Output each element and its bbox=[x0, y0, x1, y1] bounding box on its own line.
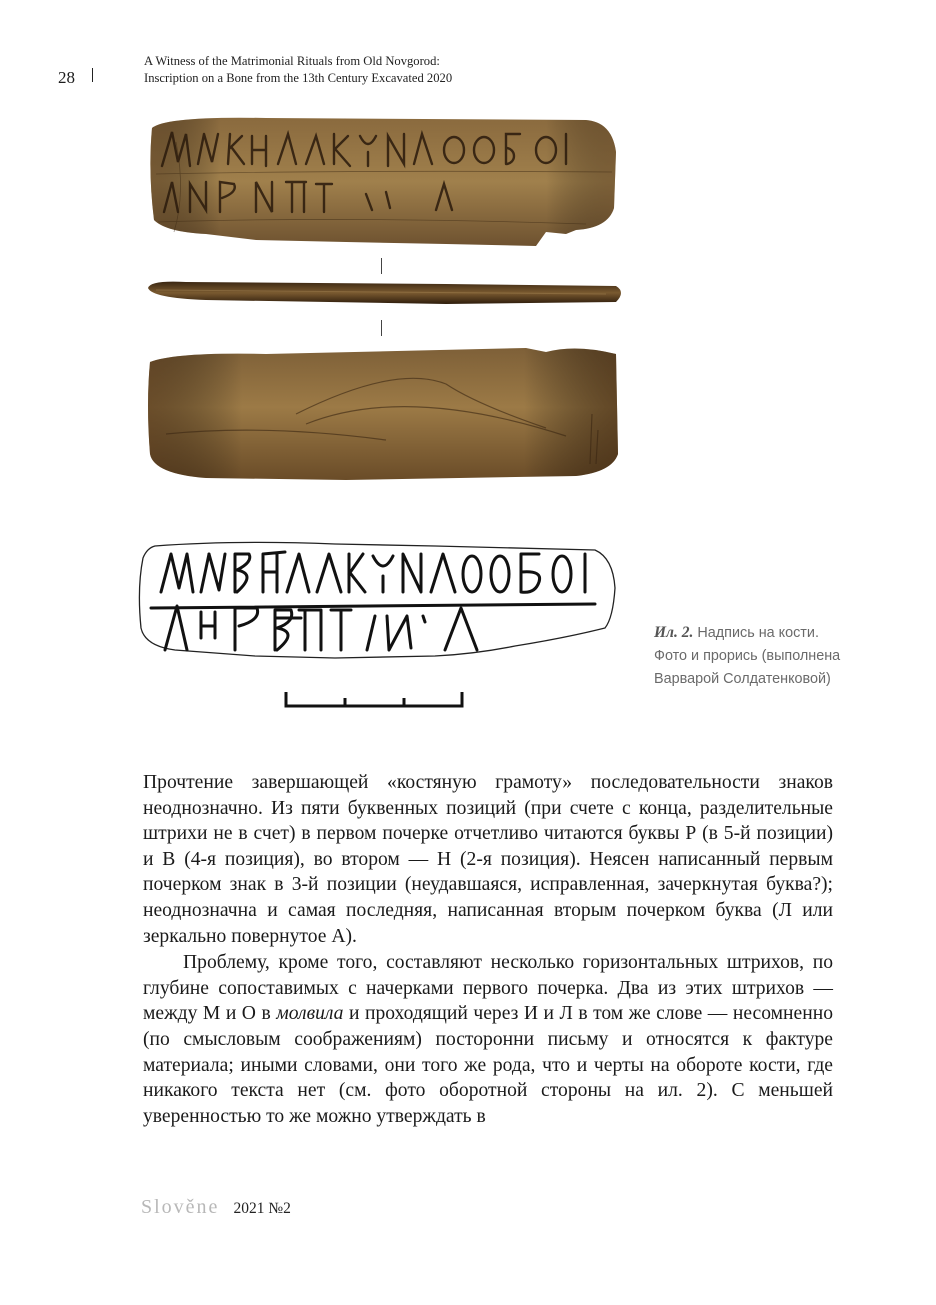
figure-caption-text: Надпись на кости. Фото и прорись (выполнена Варварой Солдатенковой) bbox=[654, 625, 841, 687]
footer-issue: 2021 №2 bbox=[233, 1200, 291, 1217]
running-head bbox=[144, 53, 452, 87]
running-head-line1: A Witness of the Matrimonial Rituals from Old Novgorod: bbox=[144, 54, 440, 68]
bone-photo-edge bbox=[146, 276, 626, 308]
page-number-separator bbox=[92, 68, 93, 82]
footer bbox=[141, 1196, 291, 1219]
paragraph-text: Проблему, кроме того, составляют несколько горизонтальных штрихов, по глубине сопоставимых с начерками первого почерка. Два из этих штрихов — между М и О в bbox=[143, 952, 833, 1025]
scale-bar bbox=[282, 690, 468, 710]
running-head-line2: Inscription on a Bone from the 13th Century Excavated 2020 bbox=[144, 71, 453, 85]
paragraph-text: и проходящий через И и Л в том же слове — несомненно (по смысловым соображениям) посторонни письму и относятся к фактуре материала; иными словами, они того же рода, что и черты на обороте кости, где никакого текста нет (см. фото оборотной стороны на ил. 2). С меньшей уверенностью то же можно утверждать в bbox=[143, 1003, 834, 1127]
figure-caption-label: Ил. 2. bbox=[654, 624, 694, 641]
figure-caption bbox=[654, 621, 854, 691]
footer-journal-title: Slověne bbox=[141, 1196, 220, 1218]
page-number: 28 bbox=[58, 68, 75, 87]
paragraph: Прочтение завершающей «костяную грамоту» последовательности знаков неоднозначно. Из пяти буквенных позиций (при счете с конца, разделительные штрихи не в счет) в первом почерке отчетливо читаются буквы Р (в 5-й позиции) и В (4-я позиция), во втором — Н (2-я позиция). Неясен написанный первым почерком знак в 3-й позиции (неудавшаяся, исправленная, зачеркнутая буква?); неоднозначна и самая последняя, написанная вторым почерком буква (Л или зеркально повернутое А). bbox=[143, 772, 833, 947]
photo-connector bbox=[381, 320, 382, 336]
italic-word: молвила bbox=[276, 1003, 344, 1025]
paragraph bbox=[143, 950, 833, 1129]
bone-photo-front bbox=[146, 112, 618, 252]
body-text bbox=[143, 770, 833, 1129]
bone-photo-reverse bbox=[146, 344, 620, 482]
photo-connector bbox=[381, 258, 382, 274]
